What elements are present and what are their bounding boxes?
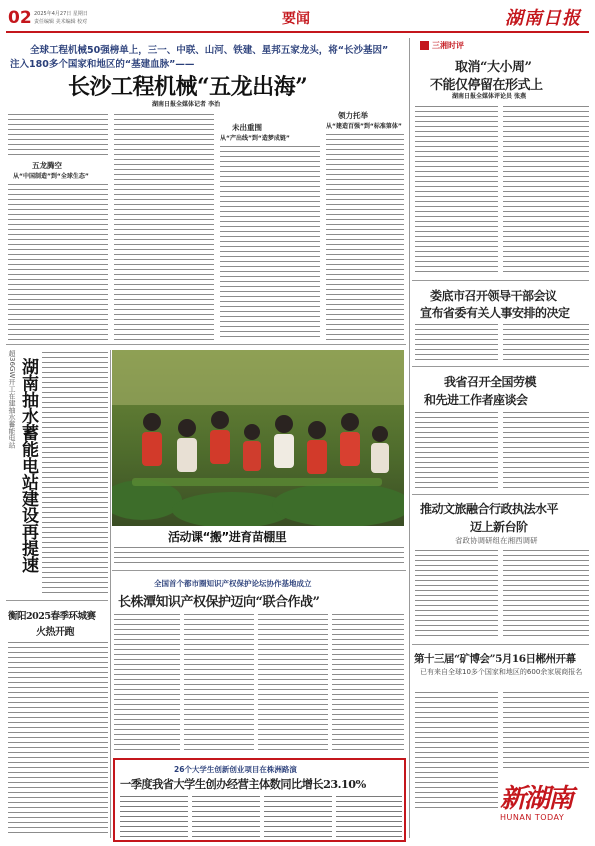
lead-col-2-text <box>114 112 214 340</box>
hengyang-title-1: 衡阳2025春季环城赛 <box>8 611 96 622</box>
loudi-title-1: 娄底市召开领导干部会议 <box>430 289 557 303</box>
lead-sub-3b: 从“建造百强”到“标准第体” <box>326 123 402 130</box>
student-title: 一季度我省大学生创办经营主体数同比增长23.10% <box>120 777 366 791</box>
loudi-title-2: 宣布省委有关人事安排的决定 <box>420 306 570 320</box>
conference-title-1: 我省召开全国劳模 <box>444 375 537 389</box>
enforcement-subtitle: 省政协调研组在湘西调研 <box>455 536 538 545</box>
expo-text-2 <box>503 690 589 772</box>
hengyang-text <box>8 640 108 836</box>
forum-text-1 <box>114 612 180 752</box>
divider-left-column <box>110 350 111 838</box>
commentary-tag-label: 三湘时评 <box>432 41 464 50</box>
lead-headline: 长沙工程机械“五龙出海” <box>68 74 308 100</box>
newspaper-logo: 湖南日报 <box>505 8 581 29</box>
pumped-title: 湖南抽水蓄能电站建设再提速 <box>18 358 38 573</box>
hengyang-title-2: 火热开跑 <box>36 627 74 638</box>
header-rule <box>6 31 589 33</box>
divider-expo <box>412 644 589 645</box>
loudi-text-2 <box>503 322 589 360</box>
forum-text-3 <box>258 612 328 752</box>
divider-conference <box>412 366 589 367</box>
expo-text-1 <box>415 690 498 810</box>
enforcement-text-2 <box>503 548 589 640</box>
lead-col-3-text <box>220 144 320 340</box>
forum-kicker: 全国首个都市圈知识产权保护论坛协作基地成立 <box>154 579 312 588</box>
photo-caption-title: 活动课“搬”进育苗棚里 <box>168 530 287 544</box>
divider-pumped <box>6 344 406 345</box>
editors-line: 责任编辑 美术编辑 校对 <box>34 19 88 25</box>
conference-title-2: 和先进工作者座谈会 <box>424 393 528 407</box>
loudi-text-1 <box>415 322 498 360</box>
students-photo <box>112 350 404 526</box>
conference-text-2 <box>503 410 589 490</box>
commentary-text-2 <box>503 104 589 272</box>
lead-kicker-2: 注入180多个国家和地区的“基建血脉”—— <box>10 59 195 70</box>
student-text-2 <box>192 794 260 838</box>
footer-brand-en: HUNAN TODAY <box>500 813 565 822</box>
footer-brand: 新湖南 <box>500 784 573 814</box>
lead-col-4-text <box>326 132 404 340</box>
lead-sub-3: 领力托举 <box>338 111 368 120</box>
lead-col-1-text-b <box>8 182 108 340</box>
enforcement-title-1: 推动文旅融合行政执法水平 <box>420 502 559 516</box>
conference-text-1 <box>415 410 498 490</box>
lead-sub-1: 五龙腾空 <box>32 161 62 170</box>
student-text-3 <box>264 794 332 838</box>
pumped-side-label: 超36GW开工在建抽水蓄能电站 <box>8 350 16 449</box>
enforcement-text-1 <box>415 548 498 640</box>
commentary-tag-icon <box>420 41 429 50</box>
expo-subtitle: 已有来自全球10多个国家和地区的600余家展商报名 <box>420 668 583 676</box>
footer-brand-logo <box>500 778 592 842</box>
student-text-4 <box>336 794 402 838</box>
forum-text-4 <box>332 612 404 752</box>
divider-forum <box>112 570 406 571</box>
divider-hengyang <box>6 600 108 601</box>
enforcement-title-2: 迈上新台阶 <box>470 520 528 534</box>
commentary-title-2: 不能仅停留在形式上 <box>430 78 543 93</box>
divider-loudi <box>412 280 589 281</box>
student-text-1 <box>120 794 188 838</box>
section-title: 要闻 <box>282 11 310 27</box>
divider-enforcement <box>412 494 589 495</box>
photo-caption-text <box>114 545 404 565</box>
commentary-byline: 湖南日报全媒体评论员 张燕 <box>452 93 527 100</box>
lead-sub-2b: 从“产出线”到“造梦成链” <box>220 135 290 142</box>
forum-title: 长株潭知识产权保护迈向“联合作战” <box>118 595 320 610</box>
lead-kicker-1: 全球工程机械50强榜单上，三一、中联、山河、铁建、星邦五家龙头，将“长沙基因” <box>30 45 389 56</box>
lead-byline: 湖南日报全媒体记者 李治 <box>152 101 221 108</box>
page-number: 02 <box>8 8 32 28</box>
commentary-text-1 <box>415 104 498 272</box>
pumped-text <box>42 350 108 596</box>
lead-col-1-text <box>8 112 108 158</box>
lead-sub-2: 未出重围 <box>232 123 262 132</box>
lead-sub-1b: 从“中国制造”到“全球生态” <box>13 173 89 180</box>
commentary-tag <box>420 40 464 51</box>
divider-right-column <box>409 38 410 838</box>
date-line: 2025年4月27日 星期日 <box>34 11 88 17</box>
expo-title: 第十三届“矿博会”5月16日郴州开幕 <box>414 653 576 665</box>
student-kicker: 26个大学生创新创业项目在株洲路演 <box>174 765 297 774</box>
commentary-title-1: 取消“大小周” <box>455 60 532 75</box>
forum-text-2 <box>184 612 254 752</box>
